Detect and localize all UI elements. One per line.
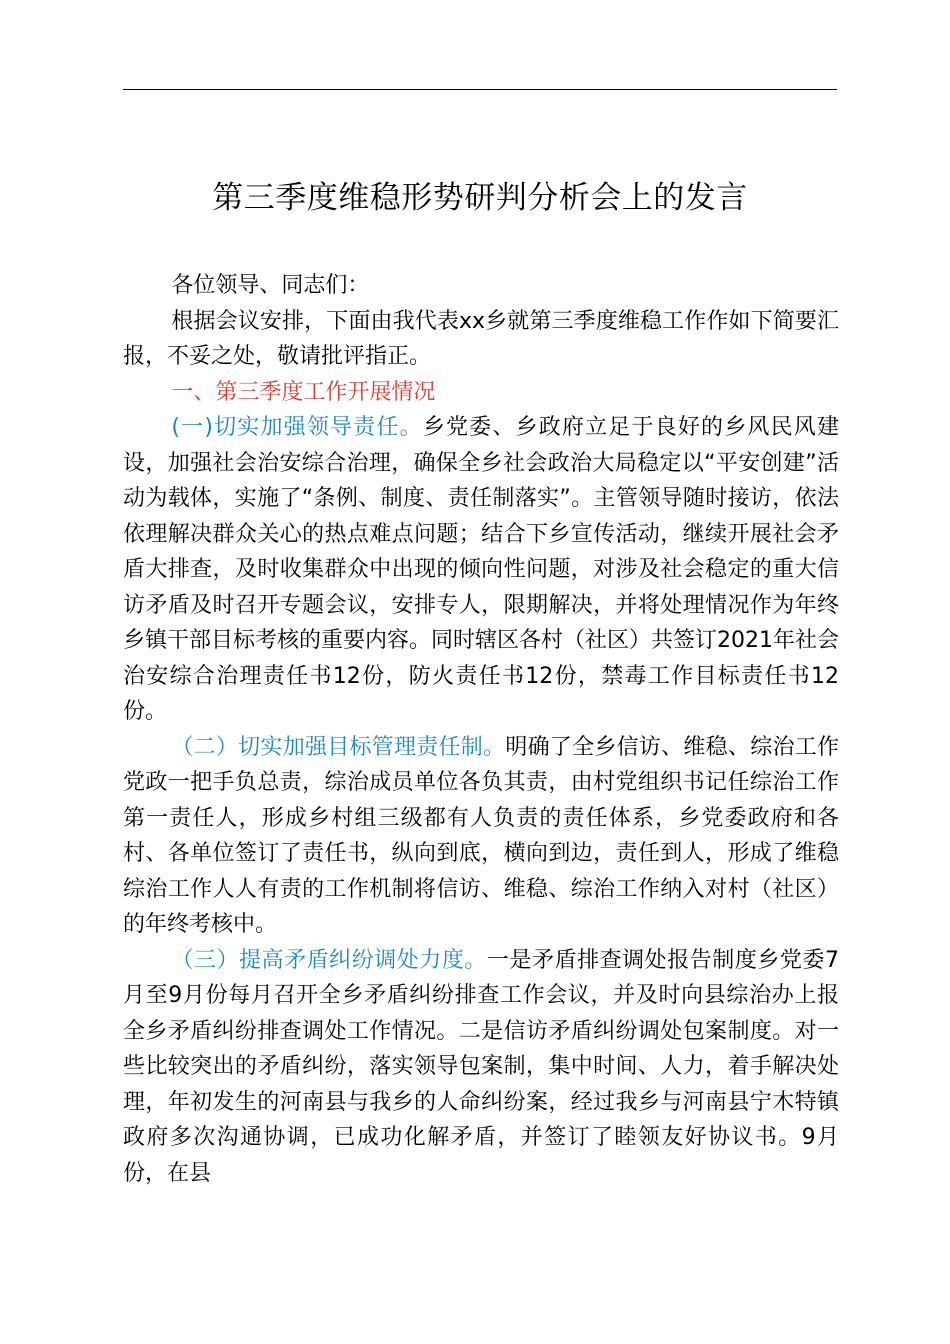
paragraph-2-lead: （二）切实加强目标管理责任制。	[171, 734, 506, 760]
header-rule	[123, 89, 837, 90]
paragraph-2	[123, 730, 839, 943]
paragraph-1	[123, 410, 839, 730]
intro-paragraph: 根据会议安排，下面由我代表xx乡就第三季度维稳工作作如下简要汇报，不妥之处，敬请批评指正。	[123, 308, 839, 369]
section-heading-1: 一、第三季度工作开展情况	[171, 379, 436, 405]
paragraph-2-text: 明确了全乡信访、维稳、综治工作党政一把手负总责，综治成员单位各负其责，由村党组织书记任综治工作第一责任人，形成乡村组三级都有人负责的责任体系，乡党委政府和各村、各单位签订了责任书，纵向到底，横向到边，责任到人，形成了维稳综治工作人人有责的工作机制将信访、维稳、综治工作纳入对村（社区）的年终考核中。	[123, 734, 839, 937]
document-title: 第三季度维稳形势研判分析会上的发言	[212, 180, 748, 216]
paragraph-3-text: 一是矛盾排查调处报告制度乡党委7月至9月份每月召开全乡矛盾纠纷排查工作会议，并及时向县综治办上报全乡矛盾纠纷排查调处工作情况。二是信访矛盾纠纷调处包案制度。对一些比较突出的矛盾纠纷，落实领导包案制，集中时间、人力，着手解决处理，年初发生的河南县与我乡的人命纠纷案，经过我乡与河南县宁木特镇政府多次沟通协调，已成功化解矛盾，并签订了睦领友好协议书。9月份，在县	[123, 947, 839, 1186]
salutation: 各位领导、同志们：	[171, 273, 370, 298]
paragraph-3	[123, 943, 839, 1192]
document-body	[123, 268, 839, 1191]
paragraph-1-text: 乡党委、乡政府立足于良好的乡风民风建设，加强社会治安综合治理，确保全乡社会政治大局稳定以“平安创建”活动为载体，实施了“条例、制度、责任制落实”。主管领导随时接访，依法依理解决群众关心的热点难点问题；结合下乡宣传活动，继续开展社会矛盾大排查，及时收集群众中出现的倾向性问题，对涉及社会稳定的重大信访矛盾及时召开专题会议，安排专人，限期解决，并将处理情况作为年终乡镇干部目标考核的重要内容。同时辖区各村（社区）共签订2021年社会治安综合治理责任书12份，防火责任书12份，禁毒工作目标责任书12份。	[123, 415, 839, 724]
paragraph-3-lead: （三）提高矛盾纠纷调处力度。	[171, 947, 487, 973]
paragraph-1-lead: (一)切实加强领导责任。	[171, 415, 423, 440]
